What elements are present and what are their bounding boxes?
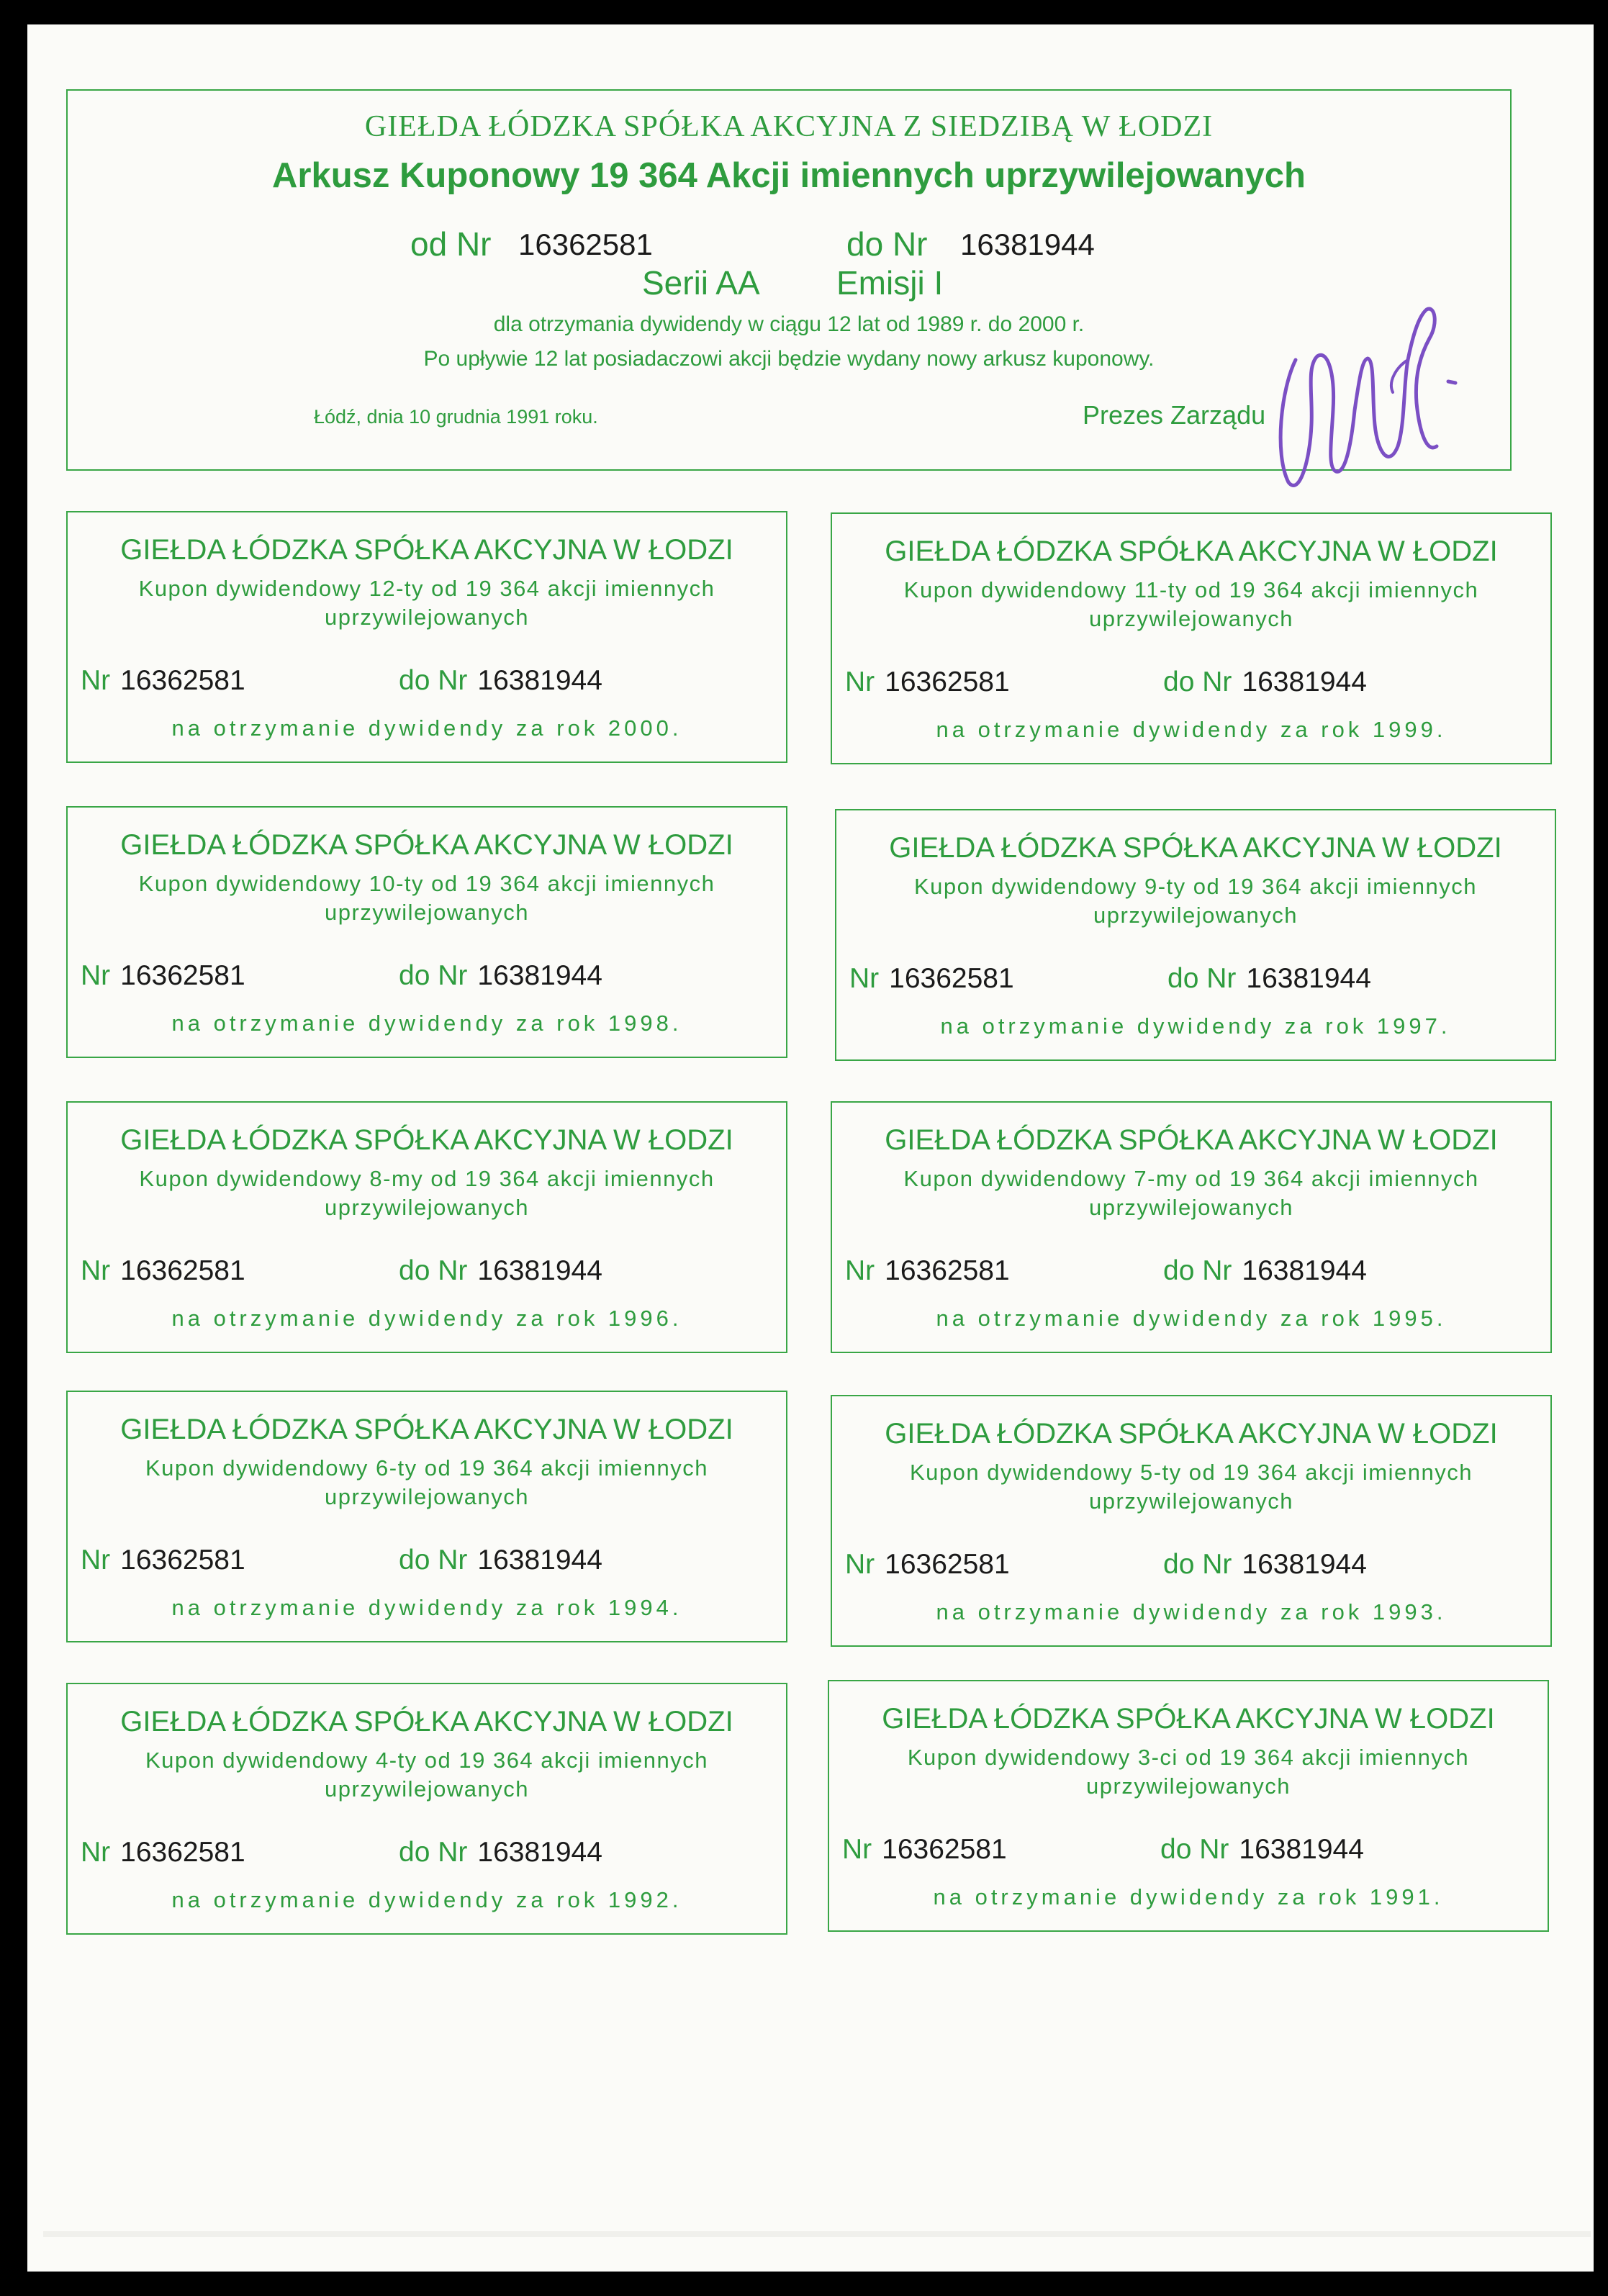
nr-from-number: 16362581 <box>885 666 1010 697</box>
nr-label: Nr <box>845 1255 875 1286</box>
do-nr-label: do Nr <box>399 1837 468 1868</box>
coupon-description-2: uprzywilejowanych <box>325 1776 529 1802</box>
nr-label: Nr <box>81 1545 111 1576</box>
coupon-nr-from <box>845 666 1010 698</box>
coupon-company: GIEŁDA ŁÓDZKA SPÓŁKA AKCYJNA W ŁODZI <box>885 1418 1498 1450</box>
nr-to-number: 16381944 <box>1239 1834 1364 1865</box>
do-nr-label: do Nr <box>1160 1834 1229 1865</box>
nr-to-number: 16381944 <box>1242 666 1367 697</box>
coupon-footer: na otrzymanie dywidendy za rok 1999. <box>936 717 1447 742</box>
nr-to-number: 16381944 <box>1242 1255 1367 1286</box>
coupon-5 <box>66 1101 787 1353</box>
nr-to-number: 16381944 <box>1246 963 1371 994</box>
do-nr-label: do Nr <box>1163 1549 1232 1580</box>
coupon-nr-from <box>81 1837 245 1868</box>
coupon-nr-to <box>1163 1255 1367 1287</box>
nr-to-number: 16381944 <box>477 1545 602 1576</box>
coupon-footer: na otrzymanie dywidendy za rok 1992. <box>171 1887 682 1912</box>
do-number: 16381944 <box>960 227 1095 261</box>
nr-label: Nr <box>849 963 880 994</box>
do-nr-label: do Nr <box>1167 963 1237 994</box>
coupon-company: GIEŁDA ŁÓDZKA SPÓŁKA AKCYJNA W ŁODZI <box>120 534 733 566</box>
coupon-4 <box>835 809 1556 1061</box>
coupon-footer: na otrzymanie dywidendy za rok 1996. <box>171 1306 682 1331</box>
series-label: Serii AA <box>642 264 760 302</box>
coupon-nr-to <box>1167 963 1371 995</box>
do-nr-label: do Nr <box>1163 666 1232 697</box>
do-nr-label: do Nr <box>399 1545 468 1576</box>
sheet-edge <box>43 2231 1591 2237</box>
coupon-description-2: uprzywilejowanych <box>325 1484 529 1509</box>
president-label: Prezes Zarządu <box>1083 400 1266 430</box>
nr-label: Nr <box>845 1549 875 1580</box>
coupon-6 <box>831 1101 1552 1353</box>
coupon-7 <box>66 1391 787 1642</box>
coupon-nr-to <box>399 1545 602 1576</box>
coupon-description: Kupon dywidendowy 5-ty od 19 364 akcji imiennych <box>910 1460 1473 1485</box>
coupon-3 <box>66 806 787 1058</box>
place-date: Łódź, dnia 10 grudnia 1991 roku. <box>314 406 598 428</box>
do-nr-label: do Nr <box>399 665 468 696</box>
coupon-footer: na otrzymanie dywidendy za rok 2000. <box>171 715 682 741</box>
coupon-description-2: uprzywilejowanych <box>325 900 529 925</box>
coupon-description: Kupon dywidendowy 11-ty od 19 364 akcji imiennych <box>903 577 1479 602</box>
coupon-10 <box>828 1680 1549 1932</box>
coupon-description-2: uprzywilejowanych <box>1089 606 1293 631</box>
coupon-description: Kupon dywidendowy 9-ty od 19 364 akcji imiennych <box>914 874 1477 899</box>
coupon-company: GIEŁDA ŁÓDZKA SPÓŁKA AKCYJNA W ŁODZI <box>885 535 1498 567</box>
nr-to-number: 16381944 <box>477 1837 602 1868</box>
coupon-description-2: uprzywilejowanych <box>325 605 529 630</box>
nr-to-number: 16381944 <box>477 1255 602 1286</box>
coupon-9 <box>66 1683 787 1935</box>
coupon-company: GIEŁDA ŁÓDZKA SPÓŁKA AKCYJNA W ŁODZI <box>120 1124 733 1156</box>
od-label: od Nr <box>410 225 492 263</box>
header-company: GIEŁDA ŁÓDZKA SPÓŁKA AKCYJNA Z SIEDZIBĄ W ŁODZI <box>364 110 1214 143</box>
coupon-company: GIEŁDA ŁÓDZKA SPÓŁKA AKCYJNA W ŁODZI <box>120 1414 733 1445</box>
coupon-company: GIEŁDA ŁÓDZKA SPÓŁKA AKCYJNA W ŁODZI <box>882 1703 1495 1735</box>
coupon-nr-from <box>845 1549 1010 1581</box>
coupon-nr-from <box>845 1255 1010 1287</box>
od-number: 16362581 <box>518 227 653 261</box>
coupon-8 <box>831 1395 1552 1647</box>
do-nr-label: do Nr <box>399 960 468 991</box>
coupon-nr-from <box>81 1545 245 1576</box>
nr-from-number: 16362581 <box>889 963 1014 994</box>
coupon-nr-to <box>1163 666 1367 698</box>
header-title: Arkusz Kuponowy 19 364 Akcji imiennych uprzywilejowanych <box>272 156 1306 195</box>
coupon-description: Kupon dywidendowy 12-ty od 19 364 akcji imiennych <box>138 576 715 601</box>
nr-label: Nr <box>81 960 111 991</box>
coupon-description: Kupon dywidendowy 6-ty od 19 364 akcji imiennych <box>145 1455 708 1481</box>
nr-label: Nr <box>845 666 875 697</box>
coupon-footer: na otrzymanie dywidendy za rok 1995. <box>936 1306 1447 1331</box>
nr-from-number: 16362581 <box>885 1255 1010 1286</box>
coupon-company: GIEŁDA ŁÓDZKA SPÓŁKA AKCYJNA W ŁODZI <box>120 829 733 861</box>
nr-to-number: 16381944 <box>477 960 602 991</box>
nr-from-number: 16362581 <box>120 960 245 991</box>
coupon-nr-from <box>842 1834 1007 1866</box>
nr-to-number: 16381944 <box>1242 1549 1367 1580</box>
header-renewal-note: Po upływie 12 lat posiadaczowi akcji będzie wydany nowy arkusz kuponowy. <box>423 347 1155 371</box>
do-label: do Nr <box>846 225 928 263</box>
coupon-description: Kupon dywidendowy 3-ci od 19 364 akcji imiennych <box>907 1745 1470 1770</box>
coupon-2 <box>831 512 1552 764</box>
nr-label: Nr <box>81 1255 111 1286</box>
coupon-company: GIEŁDA ŁÓDZKA SPÓŁKA AKCYJNA W ŁODZI <box>885 1124 1498 1156</box>
coupon-description: Kupon dywidendowy 7-my od 19 364 akcji imiennych <box>903 1166 1479 1191</box>
coupon-description: Kupon dywidendowy 8-my od 19 364 akcji imiennych <box>139 1166 715 1191</box>
coupon-footer: na otrzymanie dywidendy za rok 1991. <box>933 1884 1444 1909</box>
coupon-description: Kupon dywidendowy 4-ty od 19 364 akcji imiennych <box>145 1748 708 1773</box>
header-number-range <box>68 225 1510 268</box>
coupon-nr-to <box>1163 1549 1367 1581</box>
coupon-nr-to <box>399 960 602 992</box>
coupon-footer: na otrzymanie dywidendy za rok 1994. <box>171 1595 682 1620</box>
coupon-nr-to <box>1160 1834 1364 1866</box>
do-nr-label: do Nr <box>1163 1255 1232 1286</box>
nr-label: Nr <box>81 1837 111 1868</box>
nr-to-number: 16381944 <box>477 665 602 696</box>
coupon-company: GIEŁDA ŁÓDZKA SPÓŁKA AKCYJNA W ŁODZI <box>889 832 1502 864</box>
nr-from-number: 16362581 <box>120 1837 245 1868</box>
nr-label: Nr <box>81 665 111 696</box>
do-nr-label: do Nr <box>399 1255 468 1286</box>
coupon-nr-to <box>399 1837 602 1868</box>
coupon-description-2: uprzywilejowanych <box>1089 1195 1293 1220</box>
coupon-nr-from <box>81 1255 245 1287</box>
nr-from-number: 16362581 <box>882 1834 1007 1865</box>
nr-from-number: 16362581 <box>120 665 245 696</box>
coupon-company: GIEŁDA ŁÓDZKA SPÓŁKA AKCYJNA W ŁODZI <box>120 1706 733 1737</box>
signature-icon <box>1267 274 1468 504</box>
coupon-footer: na otrzymanie dywidendy za rok 1997. <box>940 1013 1451 1039</box>
coupon-nr-from <box>849 963 1014 995</box>
coupon-nr-to <box>399 1255 602 1287</box>
nr-from-number: 16362581 <box>885 1549 1010 1580</box>
nr-from-number: 16362581 <box>120 1545 245 1576</box>
coupon-1 <box>66 511 787 763</box>
header-dividend-period: dla otrzymania dywidendy w ciągu 12 lat od 1989 r. do 2000 r. <box>493 312 1085 336</box>
coupon-description-2: uprzywilejowanych <box>1093 903 1298 928</box>
coupon-footer: na otrzymanie dywidendy za rok 1993. <box>936 1599 1447 1624</box>
nr-label: Nr <box>842 1834 872 1865</box>
coupon-description-2: uprzywilejowanych <box>1086 1773 1291 1799</box>
coupon-description-2: uprzywilejowanych <box>325 1195 529 1220</box>
coupon-nr-from <box>81 665 245 697</box>
coupon-description: Kupon dywidendowy 10-ty od 19 364 akcji imiennych <box>138 871 715 896</box>
nr-from-number: 16362581 <box>120 1255 245 1286</box>
coupon-nr-from <box>81 960 245 992</box>
emission-label: Emisji I <box>836 264 944 302</box>
coupon-footer: na otrzymanie dywidendy za rok 1998. <box>171 1011 682 1036</box>
coupon-description-2: uprzywilejowanych <box>1089 1488 1293 1514</box>
coupon-nr-to <box>399 665 602 697</box>
